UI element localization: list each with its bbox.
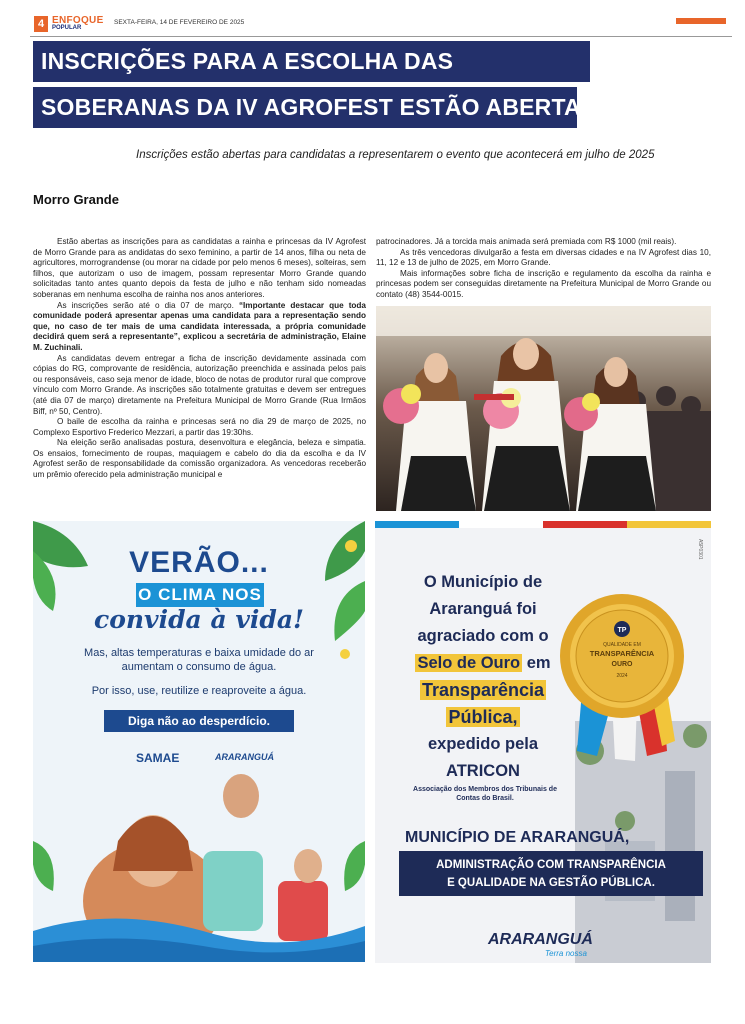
ad2-line-1: O Município de	[423, 573, 543, 591]
samae-ad	[33, 521, 365, 962]
paragraph: Na eleição serão analisadas postura, desenvoltura e elegância, beleza e simpatia. Os ensaios, fornecimento de roupas, maquiagem e cabelo do dia da escolha e da IV Agrofest serão de responsabilidade da comissão organizadora. As vencedoras receberão um prêmio oferecido pela administração municipal e	[33, 438, 366, 480]
publica-highlight: Pública,	[448, 707, 518, 727]
svg-text:TP: TP	[617, 627, 627, 634]
ad-text-1: Mas, altas temperaturas e baixa umidade do ar aumentam o consumo de água.	[84, 647, 314, 673]
article-column-2	[376, 237, 711, 301]
ad2-assoc: Associação dos Membros dos Tribunais de Contas do Brasil.	[413, 786, 557, 802]
ad2-municipio: MUNICÍPIO DE ARARANGUÁ,	[405, 829, 630, 846]
ad2-line-5	[383, 677, 583, 704]
seal-label: QUALIDADE EM	[603, 642, 641, 648]
selo-de-ouro: Selo de Ouro	[417, 654, 521, 672]
seal-title: TRANSPARÊNCIA	[589, 649, 655, 658]
quote-lead: As inscrições serão até o dia 07 de março.	[57, 300, 239, 310]
ad2-line-2: Araranguá foi	[429, 600, 537, 618]
ad-title: VERÃO...	[129, 546, 269, 579]
brand-sub: POPULAR	[52, 25, 82, 31]
paragraph: patrocinadores. Já a torcida mais animada será premiada com R$ 1000 (mil reais).	[376, 237, 677, 246]
seal-level: OURO	[611, 661, 633, 668]
brand-name: ENFOQUE	[52, 15, 104, 26]
header-divider	[30, 36, 732, 37]
ad-script: convida à vida!	[93, 605, 305, 634]
paragraph: As três vencedoras divulgarão a festa em diversas cidades e na IV Agrofest dias 10, 11, 12 e 13 de julho de 2025, em Morro Grande.	[376, 247, 711, 268]
page-header	[30, 12, 730, 36]
paragraph: Mais informações sobre ficha de inscrição e regulamento da escolha da rainha e princesas podem ser conseguidas diretamente na Prefeitura Municipal de Morro Grande ou contato (48) 3544-0015.	[376, 268, 711, 299]
headline-line-2: SOBERANAS DA IV AGROFEST ESTÃO ABERTAS	[33, 87, 577, 128]
header-accent-bar	[676, 18, 726, 24]
ararangua-logo-small: ARARANGUÁ	[215, 752, 274, 762]
ararangua-logo: ARARANGUÁ	[488, 931, 593, 948]
article-column-1	[33, 237, 366, 481]
paragraph-quote	[33, 301, 366, 354]
ad-banner: O CLIMA NOS	[136, 583, 264, 607]
gold-seal-icon	[557, 591, 687, 761]
transparencia-highlight: Transparência	[421, 680, 545, 700]
ararangua-tagline: Terra nossa	[545, 949, 587, 958]
paragraph: As candidatas devem entregar a ficha de inscrição devidamente assinada com cópias do RG, comprovante de residência, autorização preenchida e assinada pelos pais ou responsáveis, caso seja menor de idade, bloco de notas de produtor rural que comprove vínculo com Morro Grande. As inscrições são totalmente gratuitas e devem ser entregues (até dia 07 de março) diretamente na Prefeitura Municipal de Morro Grande (Rua Irmãos Biff, nº 50, Centro).	[33, 353, 366, 416]
headline-line-1: INSCRIÇÕES PARA A ESCOLHA DAS	[33, 41, 590, 82]
seal-year: 2024	[616, 673, 628, 679]
ad2-band-line-2: E QUALIDADE NA GESTÃO PÚBLICA.	[447, 877, 655, 889]
ararangua-ad	[375, 521, 711, 963]
paragraph: O baile de escolha da rainha e princesas será no dia 29 de março de 2025, no Complexo Esportivo Frederico Mezzari, a partir das 19:30hs.	[33, 417, 366, 437]
paragraph: Estão abertas as inscrições para as candidatas a rainha e princesas da IV Agrofest de Morro Grande para as andidatas do sexo feminino, a partir de 14 anos, filha ou neta de agricultores, morrograndense (ou morar na cidade por pelo menos 6 meses), solteiras, sem filhos, que autorizam o uso de imagem, possam representar Morro Grande quando solicitadas tanto antes quanto depois da festa de julho e não tenham sido nomeadas soberanas em nenhuma escolha de rainha nos anos anteriores.	[33, 237, 366, 299]
ad2-line-4b: em	[522, 654, 551, 672]
ad-text-2: Por isso, use, reutilize e reaproveite a água.	[91, 685, 307, 697]
ad2-code: A5P0301	[697, 539, 703, 560]
article-subtitle: Inscrições estão abertas para candidatas a representarem o evento que acontecerá em julho de 2025	[136, 149, 655, 161]
samae-logo: SAMAE	[136, 751, 180, 765]
article-location: Morro Grande	[33, 192, 119, 207]
quote-bold: “Importante destacar que toda comunidade poderá apresentar apenas uma candidata para a representação sendo que, no caso de ter mais de uma candidata interessada, a própria comunidade decidirá quem será a representante”, explicou a secretária de administração, Elaine M. Zuchinali.	[33, 300, 366, 352]
ad2-line-4	[383, 650, 583, 677]
ad2-line-6	[383, 704, 583, 731]
ad2-band	[399, 851, 703, 896]
soberanas-photo	[376, 306, 711, 511]
issue-date: SEXTA-FEIRA, 14 DE FEVEREIRO DE 2025	[114, 19, 245, 26]
ad2-line-7: expedido pela	[427, 735, 539, 753]
ad2-band-line-1: ADMINISTRAÇÃO COM TRANSPARÊNCIA	[436, 859, 666, 871]
page-number: 4	[34, 16, 48, 32]
ad2-line-3: agraciado com o	[417, 627, 549, 645]
ad-cta: Diga não ao desperdício.	[104, 710, 294, 732]
ad2-line-8: ATRICON	[446, 762, 520, 780]
